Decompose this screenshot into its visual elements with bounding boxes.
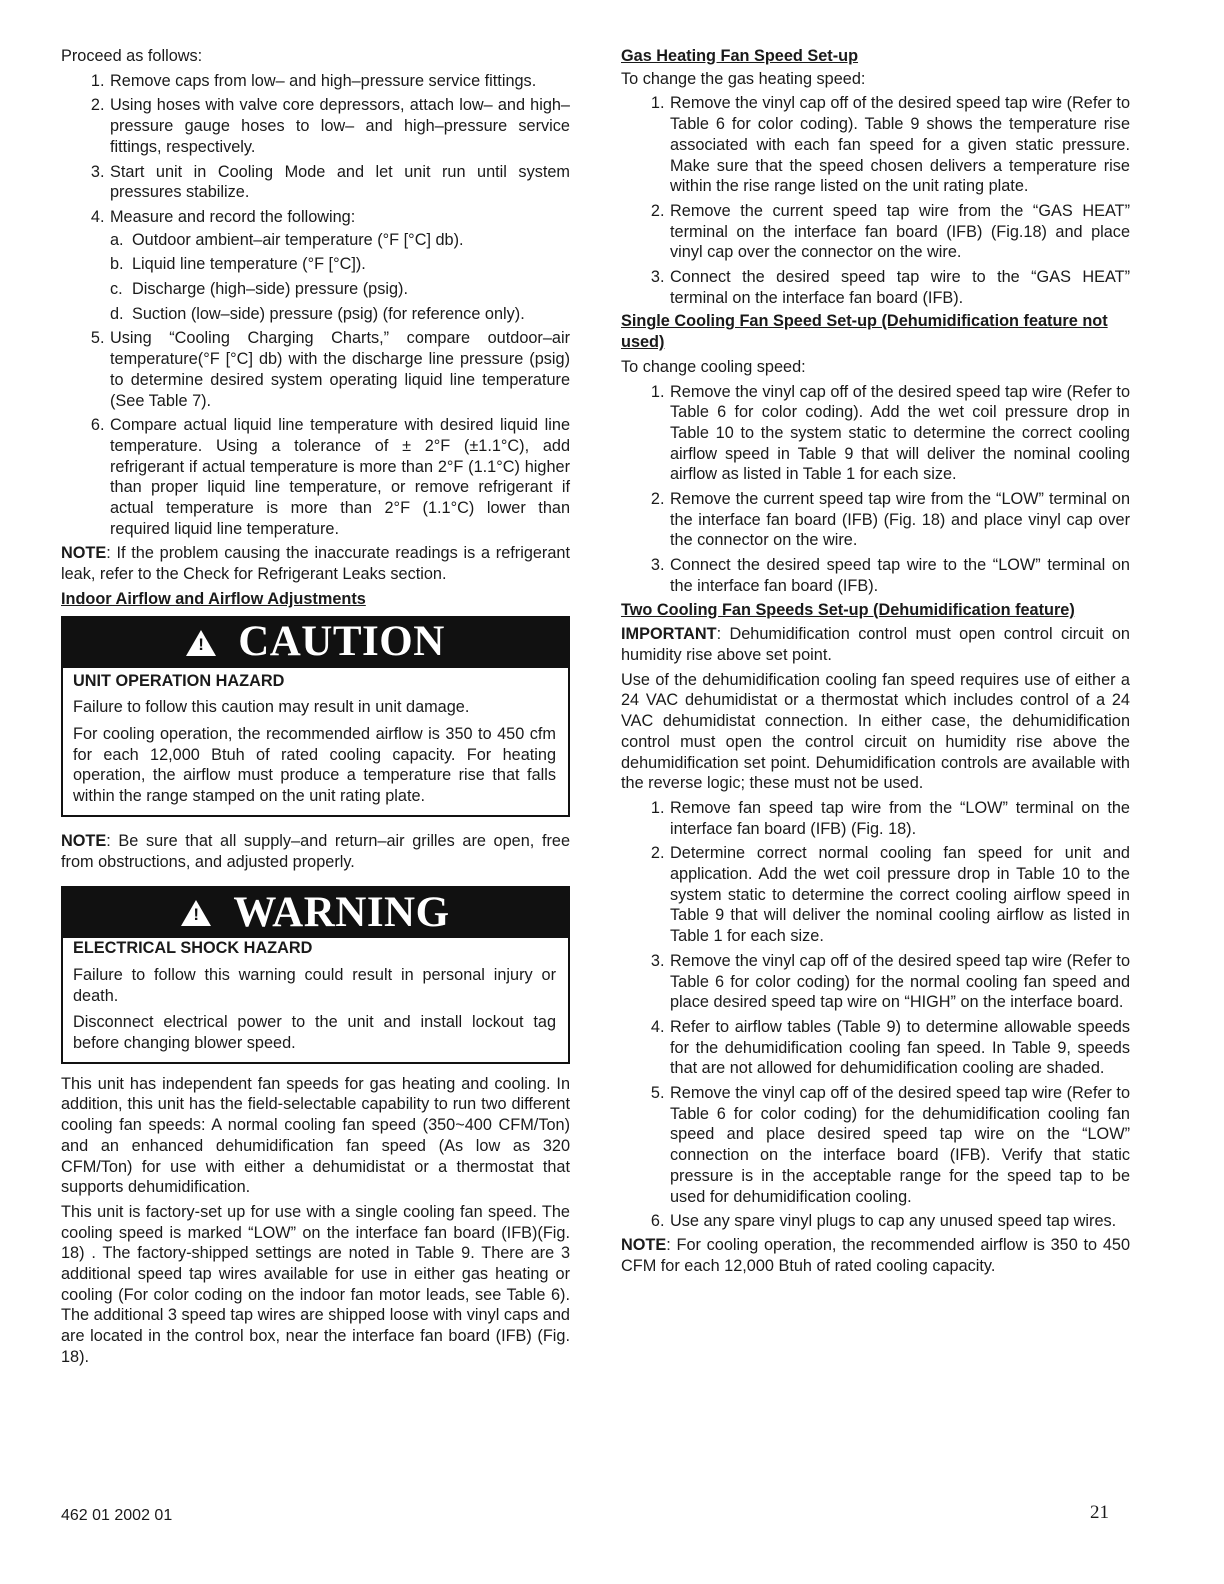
list-item: 2. Using hoses with valve core depressors, attach low– and high–pressure gauge hoses to low– and high–pressure service fittings, respectively. [109, 95, 570, 157]
paragraph: This unit has independent fan speeds for gas heating and cooling. In addition, this unit has the field-selectable capability to run two different cooling fan speeds: A normal cooling fan speed (350~400 CFM/Ton) and an enhanced dehumidification fan speed (As low as 320 CFM/Ton) for use with either a dehumidistat or a thermostat that supports dehumidification. [61, 1074, 570, 1197]
page-number: 21 [1090, 1502, 1109, 1523]
list-item: 2. Determine correct normal cooling fan speed for unit and application. Add the wet coil pressure drop in Table 10 to the system static to determine the correct cooling airflow speed in Table 9 that will deliver the nominal cooling airflow as listed in Table 1 for each size. [669, 843, 1130, 947]
warning-header [63, 888, 568, 938]
warning-hazard: ELECTRICAL SHOCK HAZARD [73, 939, 313, 958]
section-heading-gas-heating: Gas Heating Fan Speed Set-up [621, 47, 859, 65]
note-grilles: NOTE: Be sure that all supply–and return–air grilles are open, free from obstructions, and adjusted properly. [61, 831, 570, 871]
paragraph: This unit is factory-set up for use with a single cooling fan speed. The cooling speed is marked “LOW” on the interface fan board (IFB)(Fig. 18) . The factory-shipped settings are noted in Table 9. There are 3 additional speed tap wires available for use in either gas heating or cooling (For color coding on the indoor fan motor leads, see Table 6). The additional 3 speed tap wires are shipped loose with vinyl caps and are located in the control box, near the interface fan board (IFB) (Fig. 18). [61, 1202, 570, 1366]
sub-list-item: c. Discharge (high–side) pressure (psig). [110, 280, 408, 299]
list-item: 3. Connect the desired speed tap wire to the “GAS HEAT” terminal on the interface fan board (IFB). [669, 267, 1130, 308]
list-item-text: Measure and record the following: [110, 207, 356, 226]
two-cooling-steps [621, 798, 1130, 1232]
procedure-list [61, 71, 570, 540]
intro-text: To change the gas heating speed: [621, 69, 866, 88]
sub-list-item: a. Outdoor ambient–air temperature (°F [°C] db). [110, 230, 464, 249]
note-cooling-airflow: NOTE: For cooling operation, the recommended airflow is 350 to 450 CFM for each 12,000 Btuh of rated cooling capacity. [621, 1235, 1130, 1275]
caution-box [61, 616, 570, 817]
caution-text: For cooling operation, the recommended airflow is 350 to 450 cfm for each 12,000 Btuh of rated cooling capacity. For heating operation, the airflow must produce a temperature rise that falls within the range stamped on the unit rating plate. [73, 724, 556, 806]
list-item: 1. Remove fan speed tap wire from the “LOW” terminal on the interface fan board (IFB) (Fig. 18). [669, 798, 1130, 839]
sub-list-item: d. Suction (low–side) pressure (psig) (for reference only). [110, 304, 525, 323]
intro-text: To change cooling speed: [621, 357, 806, 376]
list-item [109, 207, 570, 325]
list-item: 2. Remove the current speed tap wire from the “LOW” terminal on the interface fan board (IFB) (Fig. 18) and place vinyl cap over the connector on the wire. [669, 489, 1130, 551]
list-item: 3. Start unit in Cooling Mode and let unit run until system pressures stabilize. [109, 162, 570, 203]
list-item: 6. Use any spare vinyl plugs to cap any unused speed tap wires. [669, 1211, 1130, 1232]
section-heading-single-cooling: Single Cooling Fan Speed Set-up (Dehumidification feature not used) [621, 312, 1108, 352]
list-item: 2. Remove the current speed tap wire from the “GAS HEAT” terminal on the interface fan board (IFB) (Fig.18) and place vinyl cap over the connector on the wire. [669, 201, 1130, 263]
list-item: 1. Remove the vinyl cap off of the desired speed tap wire (Refer to Table 6 for color coding). Table 9 shows the temperature rise associated with each fan speed for a given static pressure. Make sure that the speed chosen delivers a temperature rise within the rise range listed on the unit rating plate. [669, 93, 1130, 197]
paragraph: Use of the dehumidification cooling fan speed requires use of either a 24 VAC dehumidistat or a thermostat which includes control of a 24 VAC dehumidistat connection. In either case, the dehumidification control must open the control circuit on humidity rise above the dehumidification set point. Dehumidification controls are available with the reverse logic; these must not be used. [621, 670, 1130, 793]
note-refrigerant-leak: NOTE: If the problem causing the inaccurate readings is a refrigerant leak, refer to the Check for Refrigerant Leaks section. [61, 544, 570, 584]
list-item: 5. Remove the vinyl cap off of the desired speed tap wire (Refer to Table 6 for color coding) for the dehumidification cooling fan speed and place desired speed tap wire on the “LOW” connection on the interface board (IFB). Verify that static pressure is in the acceptable range for the speed tap to be used for dehumidification cooling. [669, 1083, 1130, 1207]
gas-heating-steps [621, 93, 1130, 308]
sub-list-item: b. Liquid line temperature (°F [°C]). [110, 255, 366, 274]
caution-title: CAUTION [238, 618, 445, 666]
list-item: 5. Using “Cooling Charging Charts,” compare outdoor–air temperature(°F [°C] db) with the discharge line pressure (psig) to determine desired system operating liquid line temperature (See Table 7). [109, 328, 570, 411]
list-item: 3. Connect the desired speed tap wire to the “LOW” terminal on the interface fan board (IFB). [669, 555, 1130, 596]
caution-header [63, 618, 568, 668]
section-heading-two-cooling: Two Cooling Fan Speeds Set-up (Dehumidification feature) [621, 600, 1075, 619]
single-cooling-steps [621, 382, 1130, 597]
list-item: 3. Remove the vinyl cap off of the desired speed tap wire (Refer to Table 6 for color coding) for the normal cooling fan speed and place desired speed tap wire on “HIGH” on the interface board. [669, 951, 1130, 1013]
warning-text: Disconnect electrical power to the unit and install lockout tag before changing blower speed. [73, 1013, 556, 1053]
warning-box [61, 886, 570, 1064]
right-column [621, 46, 1130, 1280]
left-column [61, 46, 570, 1372]
list-item: 4. Refer to airflow tables (Table 9) to determine allowable speeds for the dehumidification cooling fan speed. In Table 9, speeds that are not allowed for dehumidification cooling are shaded. [669, 1017, 1130, 1079]
warning-text: Failure to follow this warning could result in personal injury or death. [73, 965, 556, 1005]
warning-triangle-icon [181, 900, 211, 926]
warning-triangle-icon [186, 630, 216, 656]
important-note: IMPORTANT: Dehumidification control must open control circuit on humidity rise above set point. [621, 625, 1130, 664]
warning-title: WARNING [233, 888, 450, 936]
document-number: 462 01 2002 01 [61, 1507, 173, 1524]
intro-text: Proceed as follows: [61, 47, 203, 65]
caution-hazard: UNIT OPERATION HAZARD [73, 671, 285, 690]
list-item: 1. Remove the vinyl cap off of the desired speed tap wire (Refer to Table 6 for color coding). Add the wet coil pressure drop in Table 10 to the system static to determine the correct cooling airflow speed in Table 9 that will deliver the nominal cooling airflow as listed in Table 1 for each size. [669, 382, 1130, 486]
sub-list [110, 230, 570, 325]
list-item: 6. Compare actual liquid line temperature with desired liquid line temperature. Using a tolerance of ± 2°F (±1.1°C), add refrigerant if actual temperature is more than 2°F (1.1°C) higher than proper liquid line temperature, or remove refrigerant if actual temperature is more than 2°F (1.1°C) lower than required liquid line temperature. [109, 415, 570, 539]
list-item: 1. Remove caps from low– and high–pressure service fittings. [109, 71, 570, 92]
section-heading-airflow: Indoor Airflow and Airflow Adjustments [61, 589, 366, 608]
caution-text: Failure to follow this caution may result in unit damage. [73, 698, 470, 717]
